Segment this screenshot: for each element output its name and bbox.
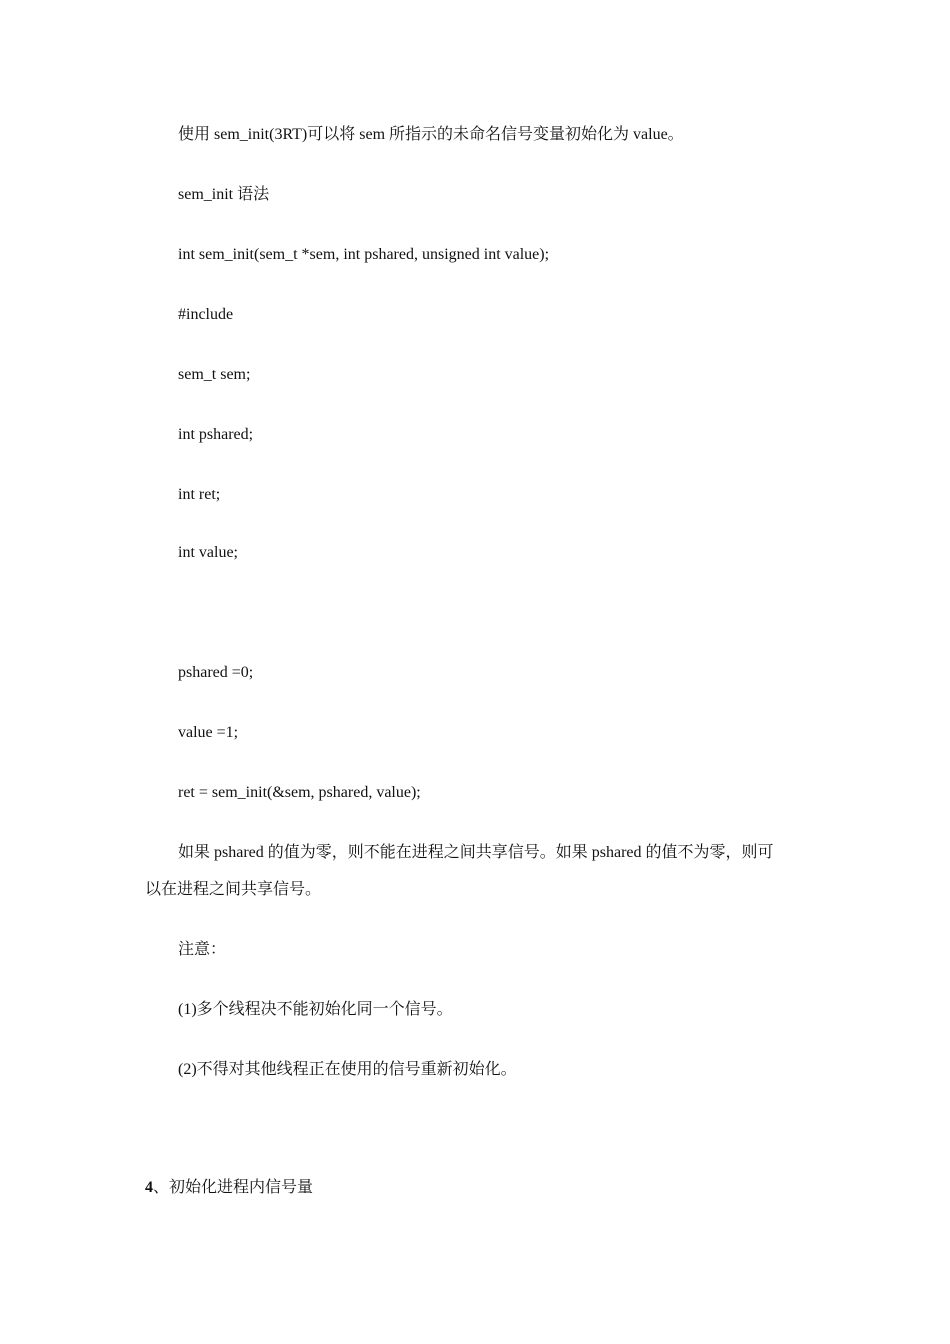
section-title: 、初始化进程内信号量 — [153, 1179, 314, 1196]
code-line-sem-decl: sem_t sem; — [178, 366, 251, 383]
code-line-value-assign: value =1; — [178, 724, 239, 741]
explanation-line-1: 如果 pshared 的值为零，则不能在进程之间共享信号。如果 pshared 的值不为零，则可 — [178, 844, 774, 861]
section-heading — [145, 1178, 313, 1198]
note-heading: 注意： — [178, 941, 227, 958]
explanation-line-2: 以在进程之间共享信号。 — [145, 881, 322, 898]
note-item-2: (2)不得对其他线程正在使用的信号重新初始化。 — [178, 1061, 517, 1078]
intro-paragraph: 使用 sem_init(3RT)可以将 sem 所指示的未命名信号变量初始化为 value。 — [178, 126, 684, 143]
function-prototype: int sem_init(sem_t *sem, int pshared, unsigned int value); — [178, 246, 550, 263]
section-number: 4 — [145, 1179, 153, 1196]
code-line-pshared-decl: int pshared; — [178, 426, 254, 443]
include-line: #include — [178, 306, 234, 323]
code-line-ret-decl: int ret; — [178, 486, 221, 503]
code-line-sem-init-call: ret = sem_init(&sem, pshared, value); — [178, 784, 421, 801]
code-line-value-decl: int value; — [178, 544, 238, 561]
syntax-heading: sem_init 语法 — [178, 186, 270, 203]
note-item-1: (1)多个线程决不能初始化同一个信号。 — [178, 1001, 453, 1018]
code-line-pshared-assign: pshared =0; — [178, 664, 254, 681]
